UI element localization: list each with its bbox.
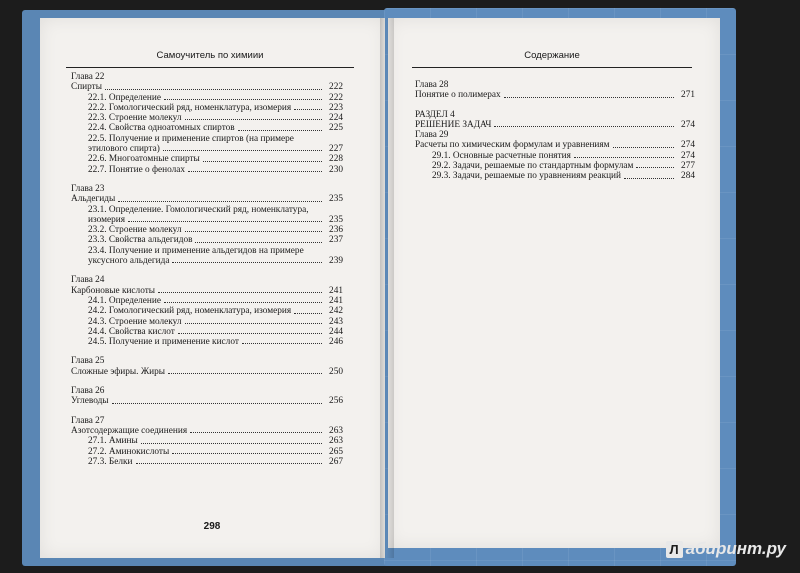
toc-chapter-group (71, 72, 343, 175)
toc-entry (71, 426, 343, 436)
toc-entry-page: 263 (329, 425, 343, 436)
toc-chapter-group (71, 356, 343, 377)
toc-entry (415, 161, 695, 171)
site-watermark (666, 539, 786, 559)
watermark-logo-mark: Л (666, 541, 683, 558)
toc-entry-text: 23.3. Свойства альдегидов (88, 235, 193, 246)
toc-entry-page: 224 (329, 113, 343, 124)
toc-chapter-group (71, 416, 343, 467)
toc-entry (71, 296, 343, 306)
toc-entry-page: 271 (681, 90, 695, 101)
toc-entry-text: Карбоновые кислоты (71, 285, 156, 296)
toc-entry-page: 228 (329, 154, 343, 165)
dot-leader (118, 201, 322, 202)
dot-leader (172, 262, 322, 263)
toc-entry (71, 103, 343, 113)
toc-entry (415, 140, 695, 150)
chapter-heading: Глава 28 (415, 80, 449, 90)
toc-entry-multiline (71, 134, 343, 155)
toc-entry-page: 265 (329, 446, 343, 457)
dot-leader (158, 292, 322, 293)
toc-entry-text: Понятие о полимерах (415, 90, 501, 101)
toc-chapter-group (71, 184, 343, 266)
dot-leader (504, 97, 674, 98)
toc-entry-page: 267 (329, 456, 343, 467)
toc-entry-page: 237 (329, 235, 343, 246)
dot-leader (164, 302, 322, 303)
toc-entry-text-line1: 23.4. Получение и применение альдегидов на примере (88, 245, 304, 256)
toc-entry-text-line1: 22.5. Получение и применение спиртов (на примере (88, 133, 294, 144)
toc-entry-text: 22.1. Определение (88, 92, 161, 103)
toc-entry-text: 27.2. Аминокислоты (88, 446, 170, 457)
toc-entry-text: этилового спирта) (88, 144, 160, 155)
toc-entry-page: 223 (329, 102, 343, 113)
toc-entry-text: Расчеты по химическим формулам и уравнениям (415, 140, 610, 151)
toc-entry (71, 93, 343, 103)
toc-entry (71, 123, 343, 133)
toc-chapter-group (71, 275, 343, 347)
toc-entry-page: 241 (329, 285, 343, 296)
chapter-heading: Глава 23 (71, 183, 105, 194)
toc-entry-text: 24.2. Гомологический ряд, номенклатура, изомерия (88, 306, 292, 317)
toc-entry-page: 235 (329, 214, 343, 225)
dot-leader (624, 178, 674, 179)
toc-entry-page: 256 (329, 396, 343, 407)
dot-leader (294, 109, 322, 110)
chapter-heading: Глава 24 (71, 275, 105, 286)
left-running-head: Самоучитель по химиии (66, 50, 354, 68)
toc-entry (71, 327, 343, 337)
toc-entry (71, 286, 343, 296)
chapter-heading: Глава 27 (71, 415, 105, 426)
toc-entry (71, 154, 343, 164)
dot-leader (613, 147, 674, 148)
toc-entry-page: 236 (329, 225, 343, 236)
toc-chapter-group (71, 386, 343, 407)
toc-entry-text: 24.1. Определение (88, 295, 161, 306)
toc-entry-page: 244 (329, 326, 343, 337)
dot-leader (185, 119, 322, 120)
toc-entry-page: 246 (329, 337, 343, 348)
dot-leader (203, 161, 322, 162)
toc-entry-page: 243 (329, 316, 343, 327)
right-running-head: Содержание (412, 50, 692, 68)
right-table-of-contents (415, 80, 695, 191)
toc-entry-text: Альдегиды (71, 194, 116, 205)
toc-entry-text: 23.2. Строение молекул (88, 225, 182, 236)
toc-entry-text: 22.4. Свойства одноатомных спиртов (88, 123, 235, 134)
toc-entry-text-line1: 23.1. Определение. Гомологический ряд, номенклатура, (88, 204, 309, 215)
toc-entry-text: РЕШЕНИЕ ЗАДАЧ (415, 119, 492, 130)
toc-entry-page: 277 (681, 161, 695, 172)
toc-entry-page: 239 (329, 256, 343, 267)
toc-entry (71, 317, 343, 327)
toc-entry-text: уксусного альдегида (88, 256, 170, 267)
dot-leader (574, 157, 674, 158)
dot-leader (185, 231, 322, 232)
dot-leader (164, 99, 322, 100)
toc-entry (71, 194, 343, 204)
toc-entry-page: 235 (329, 194, 343, 205)
toc-entry-text: 22.7. Понятие о фенолах (88, 164, 186, 175)
toc-entry (71, 225, 343, 235)
toc-entry-text: 24.3. Строение молекул (88, 316, 182, 327)
toc-entry (71, 436, 343, 446)
toc-entry (71, 457, 343, 467)
toc-entry-page: 225 (329, 123, 343, 134)
toc-entry-text: 29.2. Задачи, решаемые по стандартным формулам (432, 161, 634, 172)
toc-entry-page: 284 (681, 171, 695, 182)
toc-entry (71, 306, 343, 316)
toc-entry-multiline (71, 246, 343, 267)
dot-leader (112, 403, 322, 404)
dot-leader (242, 343, 322, 344)
dot-leader (172, 453, 322, 454)
chapter-heading: Глава 29 (415, 130, 449, 141)
toc-entry (88, 215, 343, 225)
toc-entry-text: Азотсодержащие соединения (71, 425, 188, 436)
dot-leader (190, 432, 322, 433)
toc-entry-page: 222 (329, 82, 343, 93)
dot-leader (294, 313, 322, 314)
toc-entry-page: 263 (329, 436, 343, 447)
dot-leader (141, 443, 322, 444)
dot-leader (128, 221, 322, 222)
toc-entry-text: Углеводы (71, 396, 109, 407)
toc-entry-page: 242 (329, 306, 343, 317)
toc-entry (71, 113, 343, 123)
toc-entry-text: 27.3. Белки (88, 456, 133, 467)
toc-entry-text: 27.1. Амины (88, 436, 138, 447)
toc-entry (415, 171, 695, 181)
chapter-heading: Глава 26 (71, 386, 105, 397)
dot-leader (178, 333, 322, 334)
toc-entry (415, 120, 695, 130)
dot-leader (185, 323, 322, 324)
dot-leader (494, 126, 674, 127)
toc-entry (71, 82, 343, 92)
toc-entry (415, 151, 695, 161)
toc-entry-multiline (71, 205, 343, 226)
toc-entry-page: 274 (681, 150, 695, 161)
dot-leader (136, 463, 322, 464)
toc-entry (71, 165, 343, 175)
toc-entry (71, 447, 343, 457)
section-heading: РАЗДЕЛ 4 (415, 109, 455, 120)
dot-leader (636, 167, 674, 168)
toc-entry-text: Сложные эфиры. Жиры (71, 366, 166, 377)
toc-entry-page: 274 (681, 119, 695, 130)
toc-entry-text: изомерия (88, 214, 125, 225)
toc-entry-page: 222 (329, 92, 343, 103)
chapter-heading: Глава 25 (71, 356, 105, 367)
dot-leader (163, 150, 322, 151)
toc-entry-text: 22.2. Гомологический ряд, номенклатура, изомерия (88, 102, 292, 113)
toc-entry (71, 367, 343, 377)
dot-leader (105, 89, 322, 90)
toc-entry-text: 22.3. Строение молекул (88, 113, 182, 124)
toc-entry-page: 227 (329, 144, 343, 155)
left-table-of-contents (71, 72, 343, 476)
toc-entry-page: 241 (329, 295, 343, 306)
dot-leader (188, 171, 322, 172)
toc-entry-text: Спирты (71, 82, 102, 93)
toc-entry (71, 235, 343, 245)
watermark-text: абиринт.ру (685, 539, 786, 558)
toc-entry-text: 24.5. Получение и применение кислот (88, 337, 239, 348)
toc-entry (415, 90, 695, 100)
dot-leader (195, 242, 322, 243)
page-number: 298 (203, 521, 221, 532)
toc-chapter-group (415, 110, 695, 182)
toc-entry-page: 230 (329, 164, 343, 175)
toc-entry-text: 29.3. Задачи, решаемые по уравнениям реакций (432, 171, 622, 182)
toc-chapter-group (415, 80, 695, 101)
toc-entry-page: 250 (329, 366, 343, 377)
dot-leader (168, 373, 322, 374)
toc-entry-text: 22.6. Многоатомные спирты (88, 154, 200, 165)
book-gutter (380, 18, 394, 558)
toc-entry-text: 24.4. Свойства кислот (88, 326, 175, 337)
dot-leader (238, 130, 322, 131)
toc-entry-text: 29.1. Основные расчетные понятия (432, 150, 571, 161)
toc-entry (88, 144, 343, 154)
toc-entry (71, 396, 343, 406)
toc-entry-page: 274 (681, 140, 695, 151)
toc-entry (88, 256, 343, 266)
chapter-heading: Глава 22 (71, 72, 105, 82)
toc-entry (71, 337, 343, 347)
